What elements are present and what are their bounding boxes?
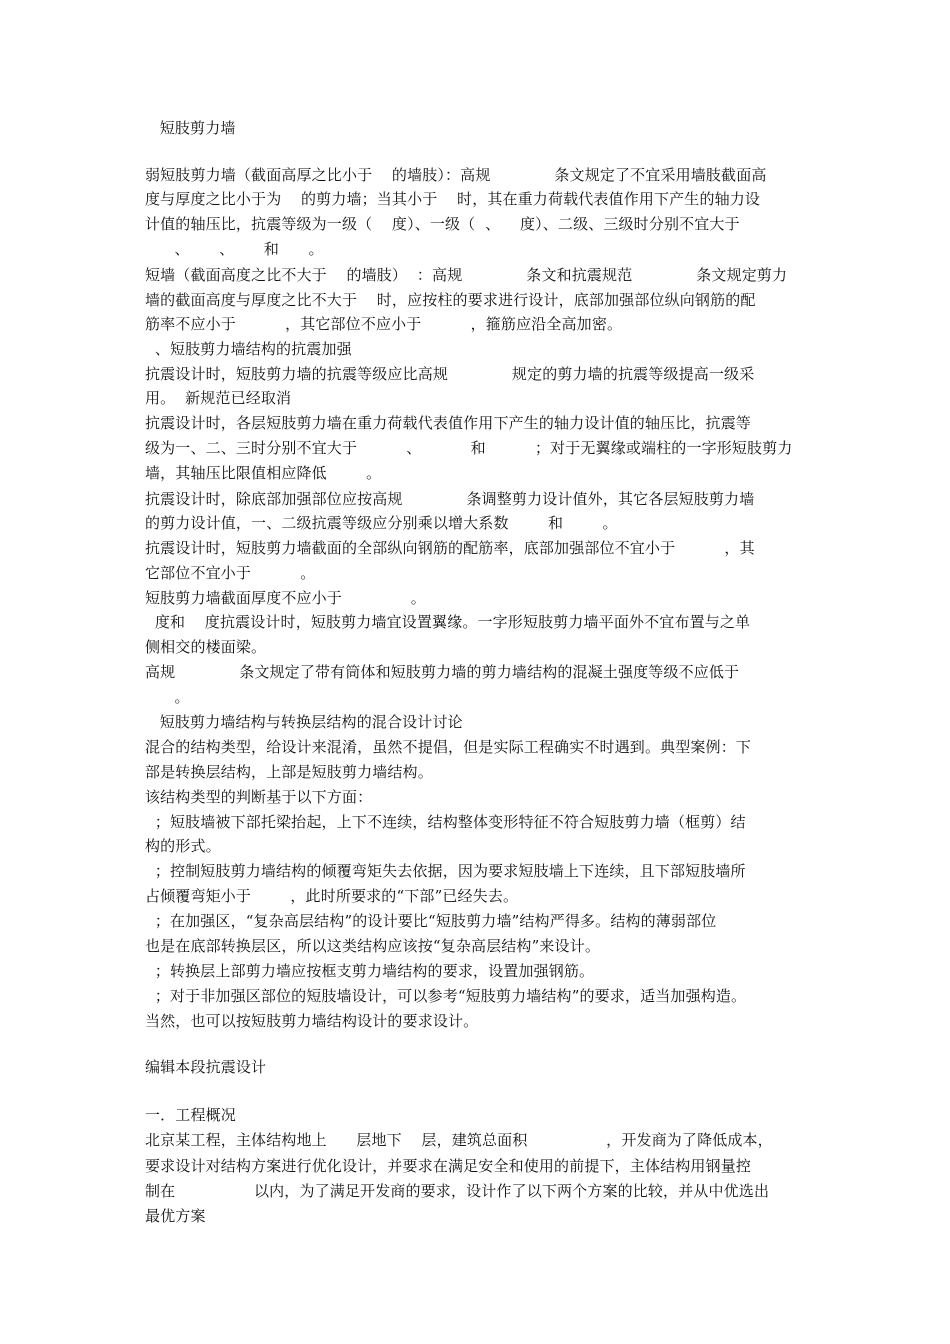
paragraph-line: 墙，其轴压比限值相应降低 。 <box>145 464 382 482</box>
paragraph-line: ；短肢墙被下部托梁抬起，上下不连续，结构整体变形特征不符合短肢剪力墙（框剪）结 <box>145 813 746 831</box>
paragraph-line: 最优方案 <box>145 1207 206 1225</box>
paragraph-line: 抗震设计时，短肢剪力墙的抗震等级应比高规 规定的剪力墙的抗震等级提高一级采 <box>145 365 755 383</box>
paragraph-line: ；转换层上部剪力墙应按框支剪力墙结构的要求，设置加强钢筋。 <box>145 962 595 980</box>
paragraph-line: 抗震设计时，短肢剪力墙截面的全部纵向钢筋的配筋率，底部加强部位不宜小于 ，其 <box>145 539 755 557</box>
paragraph-line: ；对于非加强区部位的短肢墙设计，可以参考“短肢剪力墙结构”的要求，适当加强构造。 <box>145 987 747 1005</box>
section-heading: 短肢剪力墙 <box>145 119 236 137</box>
paragraph-line: 墙的截面高度与厚度之比不大于 时，应按柱的要求进行设计，底部加强部位纵向钢筋的配 <box>145 291 756 309</box>
paragraph-line: 用。 新规范已经取消 <box>145 389 292 407</box>
paragraph-line: 部是转换层结构，上部是短肢剪力墙结构。 <box>145 763 433 781</box>
paragraph-line: 弱短肢剪力墙（截面高厚之比小于 的墙肢）：高规 条文规定了不宜采用墙肢截面高 <box>145 166 767 184</box>
paragraph-line: 占倾覆弯矩小于 ，此时所要求的“下部”已经失去。 <box>145 887 519 905</box>
paragraph-line: 北京某工程，主体结构地上 层地下 层，建筑总面积 ，开发商为了降低成本， <box>145 1131 773 1149</box>
paragraph-line: 混合的结构类型，给设计来混淆，虽然不提倡，但是实际工程确实不时遇到。典型案例：下 <box>145 738 752 756</box>
paragraph-line: 。 <box>145 688 190 706</box>
paragraph-line: 它部位不宜小于 。 <box>145 564 316 582</box>
paragraph-line: 短肢剪力墙截面厚度不应小于 。 <box>145 589 426 607</box>
paragraph-line: 筋率不应小于 ，其它部位不应小于 ，箍筋应沿全高加密。 <box>145 315 623 333</box>
paragraph-line: 计值的轴压比，抗震等级为一级（ 度）、一级（ 、 度）、二级、三级时分别不宜大于 <box>145 215 740 233</box>
paragraph-line: ；在加强区，“复杂高层结构”的设计要比“短肢剪力墙”结构严得多。结构的薄弱部位 <box>145 912 717 930</box>
paragraph-line: 该结构类型的判断基于以下方面： <box>145 788 373 806</box>
paragraph-line: 、 、 和 。 <box>145 240 324 258</box>
paragraph-line: 的剪力设计值，一、二级抗震等级应分别乘以增大系数 和 。 <box>145 514 618 532</box>
section-heading: 、短肢剪力墙结构的抗震加强 <box>145 340 352 358</box>
section-heading: 短肢剪力墙结构与转换层结构的混合设计讨论 <box>145 713 463 731</box>
paragraph-line: 制在 以内，为了满足开发商的要求，设计作了以下两个方案的比较，并从中优选出 <box>145 1182 770 1200</box>
paragraph-line: 度和 度抗震设计时，短肢剪力墙宜设置翼缘。一字形短肢剪力墙平面外不宜布置与之单 <box>145 613 751 631</box>
paragraph-line: 高规 条文规定了带有筒体和短肢剪力墙的剪力墙结构的混凝土强度等级不应低于 <box>145 663 740 681</box>
section-heading: 编辑本段抗震设计 <box>145 1058 267 1076</box>
paragraph-line: 构的形式。 <box>145 837 221 855</box>
paragraph-line: 当然，也可以按短肢剪力墙结构设计的要求设计。 <box>145 1012 479 1030</box>
paragraph-line: 侧相交的楼面梁。 <box>145 638 267 656</box>
paragraph-line: 度与厚度之比小于为 的剪力墙；当其小于 时，其在重力荷载代表值作用下产生的轴力设 <box>145 190 761 208</box>
paragraph-line: 抗震设计时，各层短肢剪力墙在重力荷载代表值作用下产生的轴力设计值的轴压比，抗震等 <box>145 414 752 432</box>
paragraph-line: 级为一、二、三时分别不宜大于 、 和 ；对于无翼缘或端柱的一字形短肢剪力 <box>145 439 793 457</box>
paragraph-line: 抗震设计时，除底部加强部位应按高规 条调整剪力设计值外，其它各层短肢剪力墙 <box>145 490 755 508</box>
paragraph-line: 也是在底部转换层区，所以这类结构应该按“复杂高层结构”来设计。 <box>145 937 600 955</box>
paragraph-line: 要求设计对结构方案进行优化设计，并要求在满足安全和使用的前提下，主体结构用钢量控 <box>145 1157 752 1175</box>
paragraph-line: ；控制短肢剪力墙结构的倾覆弯矩失去依据，因为要求短肢墙上下连续，且下部短肢墙所 <box>145 862 746 880</box>
section-heading: 一．工程概况 <box>145 1106 236 1124</box>
paragraph-line: 短墙（截面高度之比不大于 的墙肢） ：高规 条文和抗震规范 条文规定剪力 <box>145 266 788 284</box>
